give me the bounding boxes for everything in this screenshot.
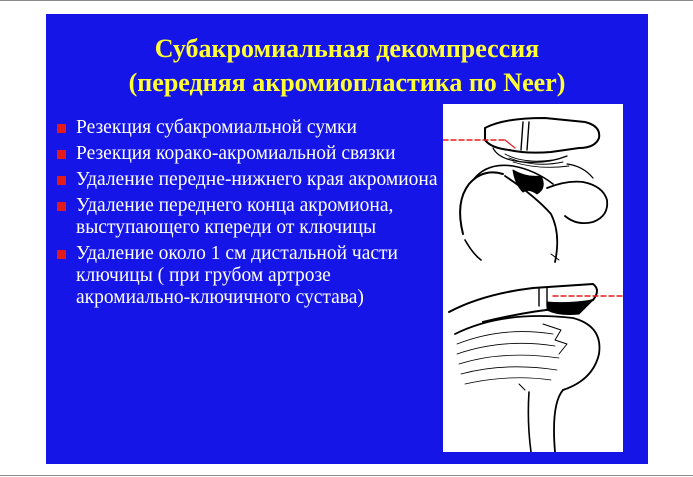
bullet-text: Резекция коракo-акромиальной связки [76, 143, 396, 164]
bottom-rule [0, 475, 693, 476]
slide-title-line-1: Субакромиальная декомпрессия [154, 34, 540, 63]
bullet-item [56, 143, 440, 165]
upper-cut-line [443, 140, 515, 148]
top-rule [0, 0, 693, 1]
upper-shoulder-view [460, 118, 607, 262]
bullet-text: Резекция субакромиальной сумки [76, 117, 357, 138]
bullet-text: Удаление около 1 см дистальной части ключицы ( при грубом артрозе акромиально-ключичного сустава) [76, 243, 398, 308]
bullet-text: Удаление передне-нижнего края акромиона [76, 169, 438, 190]
bullet-item [56, 117, 440, 139]
bullet-text: Удаление переднего конца акромиона, выступающего кпереди от ключицы [76, 195, 394, 238]
bullet-item [56, 195, 440, 239]
shoulder-anatomy-illustration-icon [443, 104, 623, 452]
bullet-marker-icon [57, 176, 66, 185]
bullet-marker-icon [57, 150, 66, 159]
bullet-item [56, 169, 440, 191]
slide [46, 14, 648, 464]
bullet-item [56, 243, 440, 309]
slide-title [46, 32, 648, 100]
bullet-marker-icon [57, 124, 66, 133]
bullet-marker-icon [57, 202, 66, 211]
bullet-marker-icon [57, 250, 66, 259]
slide-title-line-2: (передняя акромиопластика по Neer) [128, 68, 566, 97]
bullet-list [56, 117, 440, 313]
lower-shoulder-view [449, 284, 599, 452]
